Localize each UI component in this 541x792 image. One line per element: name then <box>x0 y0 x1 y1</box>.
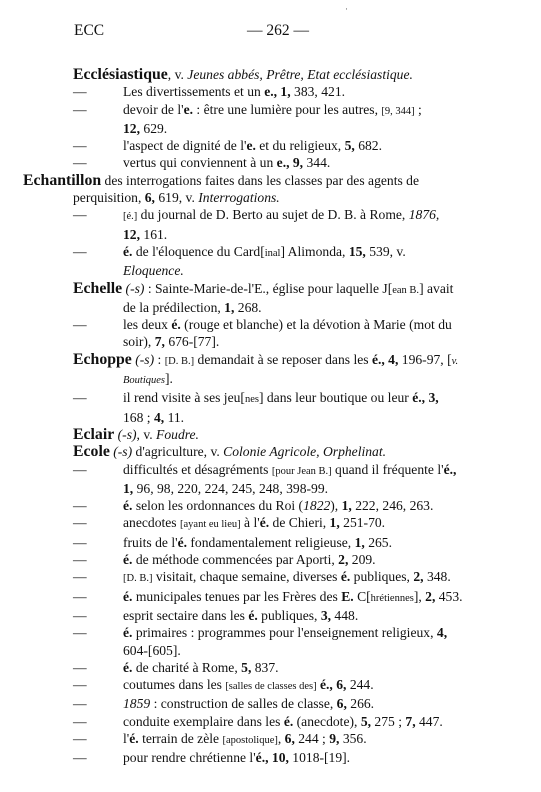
cross-reference: Interrogations. <box>198 190 280 206</box>
abbrev: é. <box>177 534 187 550</box>
entry-text: , v. <box>136 426 157 442</box>
volume-ref: 5, <box>360 713 372 729</box>
plural-mark: (-s) <box>122 280 145 296</box>
page-ref: 251-70. <box>339 515 386 531</box>
subentry <box>73 624 468 659</box>
abbrev: é. <box>123 659 133 675</box>
page-ref: 161. <box>140 226 168 242</box>
volume-ref: 2, <box>338 552 349 568</box>
page-ref: 356. <box>339 730 367 746</box>
subentry-text: ] dans leur boutique ou leur <box>258 390 413 406</box>
volume-ref: 12, <box>123 120 140 136</box>
subentry-text: ; <box>414 101 422 117</box>
page-ref: 96, 98, 220, 224, 245, 248, 398-99. <box>133 480 329 496</box>
year: 1822 <box>303 498 331 514</box>
page-ref: 268. <box>234 299 262 315</box>
page-number: — 262 — <box>247 22 309 39</box>
year: 1859 <box>123 696 151 712</box>
subentry-text: ] Alimonda, <box>280 243 349 259</box>
editorial-note: [salles de classes des] <box>225 681 317 693</box>
subentry-text: municipales tenues par les Frères des <box>132 588 342 604</box>
subentry <box>73 551 468 568</box>
subentry <box>73 389 468 426</box>
index-entry-echelle <box>73 280 468 317</box>
subentry-dash: — <box>73 677 87 693</box>
abbrev: é. <box>123 552 133 568</box>
subentry-dash: — <box>73 607 87 623</box>
subentry-dash: — <box>73 138 87 154</box>
subentry-dash: — <box>73 101 87 117</box>
volume-ref: 3, <box>320 607 332 623</box>
abbrev: é. <box>123 243 133 259</box>
volume-ref: 6, <box>336 696 347 712</box>
abbrev: é. <box>283 713 294 729</box>
subentry <box>73 659 468 676</box>
subentry <box>73 206 468 243</box>
abbrev: é. <box>340 569 351 585</box>
volume-ref: 5, <box>344 138 355 154</box>
volume-ref: 6, <box>144 190 155 206</box>
subentry-text: à l' <box>240 515 260 531</box>
editorial-note: [D. B.] <box>123 573 153 585</box>
editorial-note: [apostolique] <box>222 734 278 746</box>
volume-ref: e., 9, <box>276 155 304 171</box>
page-ref: 244 ; <box>294 730 330 746</box>
subentry-text: publiques, <box>257 607 321 623</box>
volume-ref: 4, <box>436 625 448 641</box>
headword: Eclair <box>73 425 115 443</box>
subentry-dash: — <box>73 84 87 100</box>
abbrev: é. <box>123 588 133 604</box>
index-entry-ecclesiastique <box>73 66 468 83</box>
subentry-text: Les divertissements et un <box>123 84 265 100</box>
subentry <box>73 137 468 154</box>
subentry-dash: — <box>73 730 87 746</box>
subentry <box>73 695 468 712</box>
cross-reference: Colonie Agricole, Orphelinat. <box>223 444 387 460</box>
headword: Ecole <box>73 443 110 461</box>
entry-text: des interrogations faites dans les classes par des agents de perquisition, <box>73 172 419 206</box>
index-entry-echantillon <box>23 171 468 207</box>
subentry-text: : construction de salles de classe, <box>150 696 337 712</box>
page-ref: 448. <box>331 607 359 623</box>
subentry <box>73 243 468 280</box>
subentry-text: de l'éloquence du Card[ <box>132 243 265 259</box>
subentry-dash: — <box>73 155 87 171</box>
entry-text: demandait à se reposer dans les <box>194 351 372 367</box>
subentry-dash: — <box>73 461 87 477</box>
subentry-text: il rend visite à ses jeu[ <box>123 390 245 406</box>
subentry <box>73 588 468 607</box>
subentry <box>73 713 468 730</box>
index-entry-echoppe <box>73 351 468 390</box>
index-column <box>23 66 468 767</box>
subentry-text: (rouge et blanche) et la dévotion à Marie (mot du soir), <box>123 317 452 350</box>
volume-ref: 5, <box>241 659 252 675</box>
volume-ref: é., 6, <box>319 677 347 693</box>
editorial-note: inal <box>264 247 281 259</box>
page-ref: 265. <box>364 534 392 550</box>
volume-ref: 2, <box>425 588 436 604</box>
subentry-text: de méthode commencées par Aporti, <box>132 552 339 568</box>
abbrev: é. <box>123 498 133 514</box>
volume-ref: 9, <box>329 730 340 746</box>
subentry-text: , <box>277 730 285 746</box>
plural-mark: (-s) <box>114 426 137 442</box>
entry-text: , v. <box>167 67 188 82</box>
subentry-text: publiques, <box>350 569 414 585</box>
subentry <box>73 154 468 171</box>
page-ref: 676-[77]. <box>164 334 220 350</box>
page-ref: 348. <box>423 569 451 585</box>
subentry-dash: — <box>73 243 87 259</box>
abbrev: é., <box>443 461 457 477</box>
subentry <box>73 749 468 766</box>
index-entry-eclair <box>73 426 468 443</box>
page-ref: 209. <box>348 552 376 568</box>
page-ref: 222, 246, 263. <box>351 498 434 514</box>
abbrev: e. <box>246 138 256 154</box>
volume-ref: 4, <box>153 409 165 425</box>
subentry <box>73 730 468 749</box>
subentry-text: anecdotes <box>123 515 180 531</box>
subentry-dash: — <box>73 317 87 333</box>
page-ref: 539, v. <box>365 243 406 259</box>
subentry-text: l' <box>123 730 130 746</box>
subentry <box>73 514 468 533</box>
subentry-text: conduite exemplaire dans les <box>123 713 284 729</box>
entry-text: : Sainte-Marie-de-l'E., église pour laquelle J[ <box>144 280 393 296</box>
subentry-text: l'aspect de dignité de l' <box>123 138 247 154</box>
cross-reference: v. Boutiques <box>123 355 459 387</box>
page-ref: 196-97, [ <box>398 351 452 367</box>
abbrev: é. <box>123 625 133 641</box>
plural-mark: (-s) <box>109 444 133 460</box>
page-ref: 453. <box>435 588 463 604</box>
page-mark: · <box>345 4 348 14</box>
page-ref: 244. <box>346 677 374 693</box>
page-ref: 11. <box>164 409 185 425</box>
page-ref: 837. <box>251 659 279 675</box>
subentry-dash: — <box>73 552 87 568</box>
page-ref: 383, 421. <box>290 84 346 100</box>
page-ref: 344. <box>303 155 331 171</box>
subentry-text: visitait, chaque semaine, diverses <box>152 569 341 585</box>
subentry-dash: — <box>73 659 87 675</box>
abbrev: é. <box>171 317 181 333</box>
volume-ref: 7, <box>154 334 165 350</box>
page-ref: 604-[605]. <box>123 642 181 658</box>
subentry-text: ), <box>330 498 342 514</box>
subentry-dash: — <box>73 713 87 729</box>
editorial-note: [D. B.] <box>164 355 195 367</box>
subentry-text: quand il fréquente l' <box>331 461 444 477</box>
volume-ref: 7, <box>405 713 416 729</box>
subentry-text: difficultés et désagréments <box>123 461 272 477</box>
cross-reference: Eloquence. <box>123 263 184 279</box>
page-ref: 447. <box>415 713 443 729</box>
editorial-note: [é.] <box>123 211 138 223</box>
editorial-note: hrétiennes <box>370 592 414 604</box>
subentry-text: de charité à Rome, <box>132 659 242 675</box>
page-ref: 1018-[19]. <box>288 750 351 766</box>
headword: Echantillon <box>23 171 102 189</box>
editorial-note: [ayant eu lieu] <box>180 519 241 531</box>
editorial-note: [pour Jean B.] <box>271 465 332 477</box>
page-ref: 619, v. <box>154 190 199 206</box>
subentry-dash: — <box>73 625 87 641</box>
volume-ref: é., 3, <box>412 390 439 406</box>
entry-text: : <box>154 351 165 367</box>
subentry-text: ], <box>413 588 426 604</box>
subentry-dash: — <box>73 207 87 223</box>
volume-ref: 6, <box>284 730 295 746</box>
editorial-note: nes <box>244 394 259 406</box>
abbrev: e. <box>183 101 194 117</box>
subentry <box>73 607 468 624</box>
page-ref: 682. <box>354 138 382 154</box>
headword: Ecclésiastique <box>73 66 168 83</box>
volume-ref: 15, <box>348 243 366 259</box>
headword: Echoppe <box>73 350 132 368</box>
editorial-note: [9, 344] <box>381 105 415 117</box>
abbrev: é. <box>248 607 258 623</box>
volume-ref: 1, <box>341 498 352 514</box>
abbrev: é. <box>259 515 270 531</box>
running-head-left: ECC <box>74 22 105 39</box>
volume-ref: 1, <box>354 534 365 550</box>
index-entry-ecole <box>73 443 468 460</box>
subentry-text: de Chieri, <box>269 515 330 531</box>
subentry-dash: — <box>73 750 87 766</box>
subentry-text: terrain de zèle <box>138 730 223 746</box>
subentry-text: devoir de l' <box>123 101 184 117</box>
subentry-dash: — <box>73 390 87 406</box>
cross-reference: Foudre. <box>156 426 199 442</box>
subentry <box>73 568 468 587</box>
subentry-dash: — <box>73 588 87 604</box>
cross-reference: Jeunes abbés, Prêtre, Etat ecclésiastique. <box>187 67 413 82</box>
volume-ref: 1, <box>224 299 235 315</box>
volume-ref: 1, <box>329 515 340 531</box>
subentry-dash: — <box>73 696 87 712</box>
subentry <box>73 316 468 351</box>
entry-text: d'agriculture, v. <box>132 444 224 460</box>
subentry-text: et du religieux, <box>255 138 345 154</box>
volume-ref: 12, <box>123 226 140 242</box>
subentry-text: du journal de D. Berto au sujet de D. B. à Rome, <box>137 207 409 223</box>
plural-mark: (-s) <box>131 351 155 367</box>
subentry <box>73 534 468 551</box>
subentry-dash: — <box>73 515 87 531</box>
headword: Echelle <box>73 279 123 297</box>
subentry <box>73 676 468 695</box>
subentry <box>73 83 468 100</box>
subentry-text: : être une lumière pour les autres, <box>193 101 382 117</box>
volume-ref: é., 4, <box>371 351 399 367</box>
page-ref: 168 ; <box>123 409 154 425</box>
year: 1876, <box>408 207 440 223</box>
subentry <box>73 461 468 498</box>
page-ref: 275 ; <box>371 713 406 729</box>
subentry-text: (anecdote), <box>293 713 361 729</box>
subentry-dash: — <box>73 569 87 585</box>
subentry-text: coutumes dans les <box>123 677 226 693</box>
subentry-text: vertus qui conviennent à un <box>123 155 277 171</box>
subentry-text: selon les ordonnances du Roi ( <box>132 498 304 514</box>
page-ref: 266. <box>346 696 375 712</box>
volume-ref: 1, <box>123 480 134 496</box>
volume-ref: é., 10, <box>255 750 289 766</box>
subentry-text: fondamentalement religieuse, <box>187 534 355 550</box>
subentry-text: les deux <box>123 317 172 333</box>
abbrev: é. <box>129 730 139 746</box>
subentry-text: pour rendre chrétienne l' <box>123 750 256 766</box>
subentry-text: esprit sectaire dans les <box>123 607 249 623</box>
entry-text: ] avait de la prédilection, <box>123 280 454 315</box>
subentry <box>73 497 468 514</box>
subentry-text: primaires : programmes pour l'enseignement religieux, <box>132 625 437 641</box>
subentry-dash: — <box>73 534 87 550</box>
entry-text: ]. <box>165 371 173 387</box>
subentry-text: C[ <box>353 588 371 604</box>
volume-ref: e., 1, <box>264 84 291 100</box>
abbrev: E. <box>341 588 354 604</box>
subentry <box>73 101 468 138</box>
volume-ref: 2, <box>413 569 424 585</box>
subentry-text: fruits de l' <box>123 534 178 550</box>
page-ref: 629. <box>140 120 168 136</box>
editorial-note: ean B. <box>392 284 420 296</box>
subentry-dash: — <box>73 498 87 514</box>
